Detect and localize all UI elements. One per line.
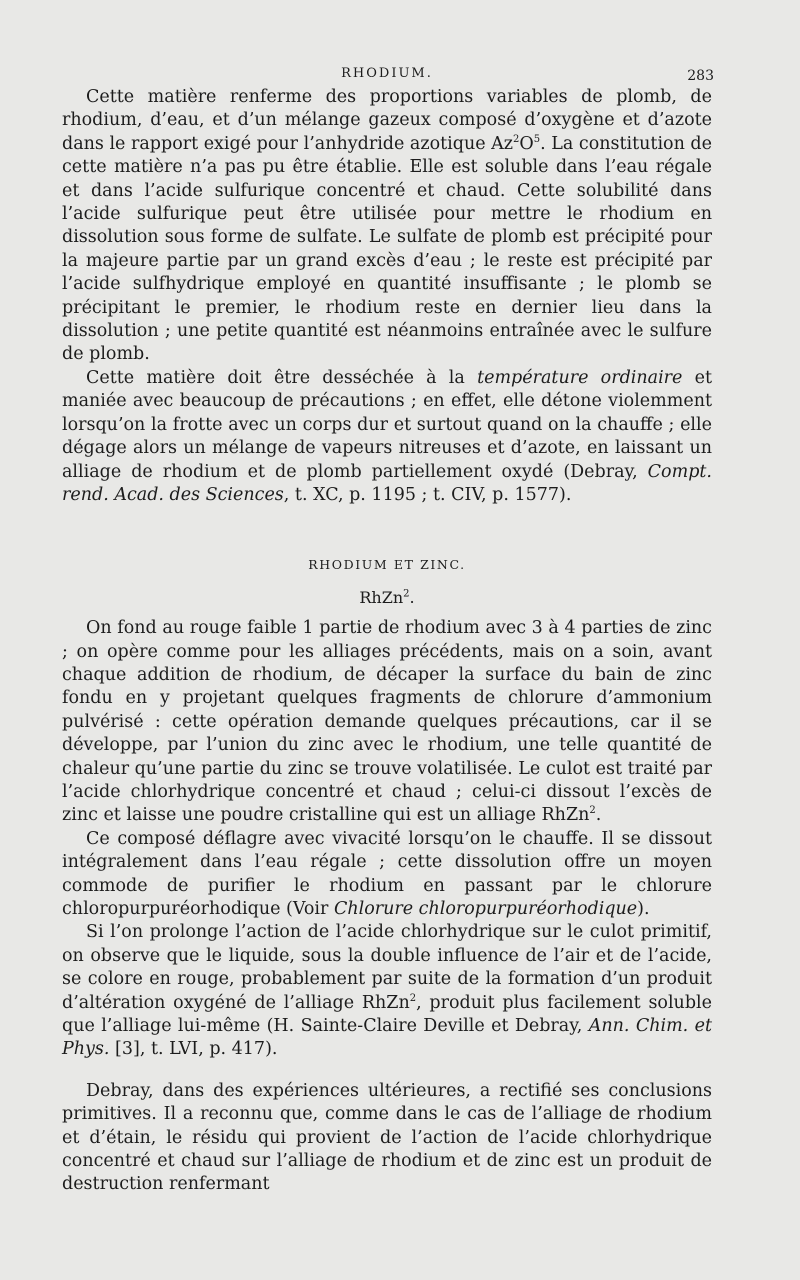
paragraph-2: Cette matière doit être desséchée à la température ordinaire et maniée avec beaucoup de précautions ; en effet, elle détone violemment lorsqu’on la frotte avec un corps dur et surtout quand on la chauffe ; elle dégage alors un mélange de vapeurs nitreuses et d’azote, en laissant un alliage de rhodium et de plomb partiellement oxydé (Debray, Compt. rend. Acad. des Sciences, t. XC, p. 1195 ; t. CIV, p. 1577). [62, 367, 713, 505]
paragraph-4: Ce composé déflagre avec vivacité lorsqu’on le chauffe. Il se dissout intégralement dans l’eau régale ; cette dissolution offre un moyen commode de purifier le rhodium en passant par le chlorure chloropurpuréorhodique (Voir Chlorure chloropurpuréorhodique). [62, 828, 712, 919]
paragraph-5: Si l’on prolonge l’action de l’acide chlorhydrique sur le culot primitif, on observe que le liquide, sous la double influence de l’air et de l’acide, se colore en rouge, probablement par suite de la formation d’un produit d’altération oxygéné de l’alliage RhZn$^2$, produit plus facilement soluble que l’alliage lui-même (H. Sainte-Claire Deville et Debray, Ann. Chim. et Phys. [3], t. LVI, p. 417). [62, 922, 712, 1060]
section-formula: RhZn$^2$. [359, 587, 415, 607]
paragraph-6: Debray, dans des expériences ultérieures, a rectifié ses conclusions primitives. Il a reconnu que, comme dans le cas de l’alliage de rhodium et d’étain, le résidu qui provient de l’action de l’acide chlorhydrique concentré et chaud sur l’alliage de rhodium et de zinc est un produit de destruction renfermant [62, 1080, 712, 1195]
page-number: 283 [687, 68, 714, 84]
page-header [60, 60, 714, 88]
page-body [62, 86, 712, 1197]
running-head: RHODIUM. [341, 66, 433, 81]
paragraph-3: On fond au rouge faible 1 partie de rhodium avec 3 à 4 parties de zinc ; on opère comme pour les alliages précédents, mais on a soin, avant chaque addition de rhodium, de décaper la surface du bain de zinc fondu en y projetant quelques fragments de chlorure d’ammonium pulvérisé : cette opération demande quelques précautions, car il se développe, par l’union du zinc avec le rhodium, une telle quantité de chaleur qu’une partie du zinc se trouve volatilisée. Le culot est traité par l’acide chlorhydrique concentré et chaud ; celui-ci dissout l’excès de zinc et laisse une poudre cristalline qui est un alliage RhZn$^2$. [62, 618, 712, 826]
paragraph-1: Cette matière renferme des proportions variables de plomb, de rhodium, d’eau, et d’un mélange gazeux composé d’oxygène et d’azote dans le rapport exigé pour l’anhydride azotique $Az^2O^5$. La constitution de cette matière n’a pas pu être établie. Elle est soluble dans l’eau régale et dans l’acide sulfurique concentré et chaud. Cette solubilité dans l’acide sulfurique peut être utilisée pour mettre le rhodium en dissolution sous forme de sulfate. Le sulfate de plomb est précipité pour la majeure partie par un grand excès d’eau ; le reste est précipité par l’acide sulfhydrique employé en quantité insuffisante ; le plomb se précipitant le premier, le rhodium reste en dernier lieu dans la dissolution ; une petite quantité est néanmoins entraînée avec le sulfure de plomb. [62, 87, 712, 365]
section-title: RHODIUM ET ZINC. [308, 557, 466, 573]
